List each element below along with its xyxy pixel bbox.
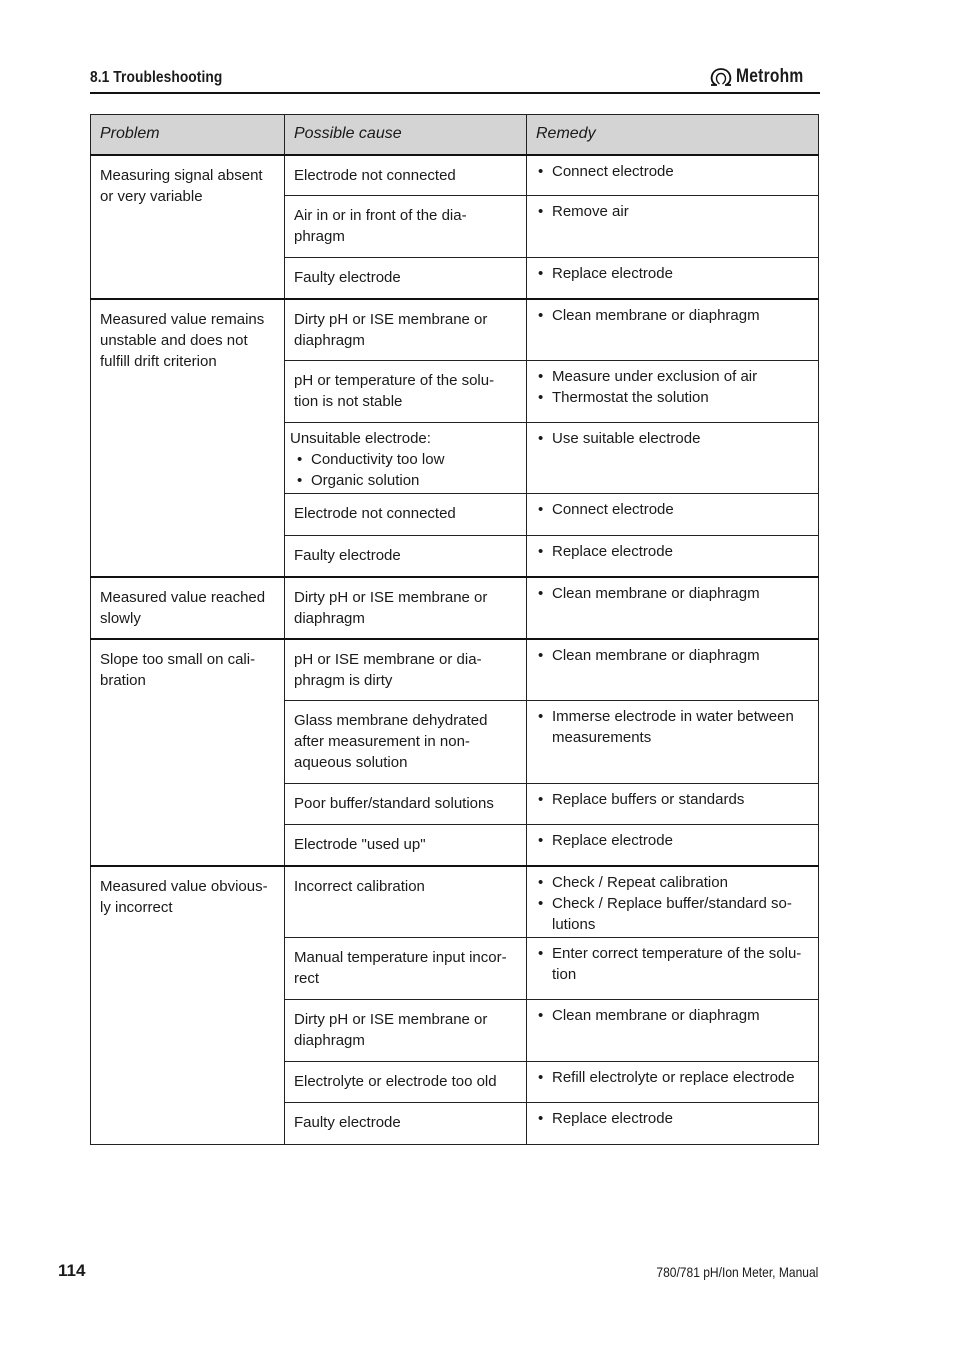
- cause-intro: Unsuitable electrode:: [290, 430, 431, 447]
- remedy-cell: [527, 258, 819, 299]
- brand: [709, 66, 818, 88]
- remedy-cell: [527, 577, 819, 639]
- document-title: 780/781 pH/Ion Meter, Manual: [656, 1264, 818, 1280]
- cause-cell: Dirty pH or ISE membrane or diaphragm: [285, 999, 527, 1061]
- remedy-item: • Enter correct temperature of the solu-tion: [537, 943, 809, 985]
- remedy-item: • Replace electrode: [537, 541, 809, 562]
- remedy-item: • Thermostat the solution: [537, 387, 809, 408]
- remedy-item: • Immerse electrode in water between measurements: [537, 706, 809, 748]
- cause-cell: Incorrect calibration: [285, 866, 527, 938]
- remedy-cell: [527, 1102, 819, 1144]
- cause-cell: Glass membrane dehydrated after measurement in non-aqueous solution: [285, 701, 527, 784]
- page-header: [90, 64, 820, 94]
- cause-cell: Electrode "used up": [285, 825, 527, 866]
- cause-cell: Electrolyte or electrode too old: [285, 1061, 527, 1102]
- remedy-cell: [527, 155, 819, 196]
- remedy-cell: [527, 866, 819, 938]
- remedy-item: • Check / Replace buffer/standard so-lutions: [537, 893, 809, 935]
- remedy-item: • Use suitable electrode: [537, 428, 809, 449]
- cause-cell: [285, 423, 527, 494]
- table-row: [91, 577, 819, 639]
- remedy-item: • Clean membrane or diaphragm: [537, 583, 809, 604]
- remedy-cell: [527, 196, 819, 258]
- cause-cell: Faulty electrode: [285, 1102, 527, 1144]
- cause-cell: Manual temperature input incor-rect: [285, 937, 527, 999]
- column-header-possible-cause: Possible cause: [285, 115, 527, 155]
- cause-cell: pH or temperature of the solu-tion is not stable: [285, 361, 527, 423]
- remedy-item: • Remove air: [537, 201, 809, 222]
- remedy-item: • Connect electrode: [537, 499, 809, 520]
- remedy-cell: [527, 701, 819, 784]
- remedy-cell: [527, 999, 819, 1061]
- troubleshooting-table: [90, 114, 819, 1145]
- page-number: 114: [58, 1261, 86, 1280]
- table-row: [91, 299, 819, 361]
- remedy-cell: [527, 825, 819, 866]
- problem-cell: Measuring signal absent or very variable: [91, 155, 285, 299]
- remedy-cell: [527, 423, 819, 494]
- cause-cell: Air in or in front of the dia-phragm: [285, 196, 527, 258]
- column-header-problem: Problem: [91, 115, 285, 155]
- remedy-cell: [527, 937, 819, 999]
- remedy-item: • Clean membrane or diaphragm: [537, 1005, 809, 1026]
- remedy-item: • Replace electrode: [537, 1108, 809, 1129]
- remedy-cell: [527, 536, 819, 577]
- remedy-cell: [527, 784, 819, 825]
- cause-cell: Dirty pH or ISE membrane or diaphragm: [285, 299, 527, 361]
- brand-name: Metrohm: [735, 66, 804, 87]
- cause-cell: Electrode not connected: [285, 155, 527, 196]
- remedy-cell: [527, 494, 819, 536]
- cause-cell: Faulty electrode: [285, 258, 527, 299]
- cause-cell: Electrode not connected: [285, 494, 527, 536]
- problem-cell: Measured value reached slowly: [91, 577, 285, 639]
- metrohm-omega-logo-icon: [709, 67, 733, 87]
- section-title: 8.1 Troubleshooting: [90, 69, 223, 86]
- remedy-item: • Clean membrane or diaphragm: [537, 305, 809, 326]
- remedy-cell: [527, 361, 819, 423]
- cause-cell: Faulty electrode: [285, 536, 527, 577]
- column-header-remedy: Remedy: [527, 115, 819, 155]
- table-header-row: [91, 115, 819, 155]
- remedy-item: • Clean membrane or diaphragm: [537, 645, 809, 666]
- table-row: [91, 639, 819, 701]
- remedy-cell: [527, 639, 819, 701]
- problem-cell: Measured value obvious-ly incorrect: [91, 866, 285, 1145]
- table-row: [91, 866, 819, 938]
- cause-cell: Dirty pH or ISE membrane or diaphragm: [285, 577, 527, 639]
- problem-cell: Measured value remains unstable and does not fulfill drift criterion: [91, 299, 285, 577]
- remedy-cell: [527, 1061, 819, 1102]
- remedy-item: • Check / Repeat calibration: [537, 872, 809, 893]
- cause-item: • Organic solution: [296, 470, 517, 491]
- remedy-cell: [527, 299, 819, 361]
- remedy-item: • Replace buffers or standards: [537, 789, 809, 810]
- problem-cell: Slope too small on cali-bration: [91, 639, 285, 866]
- remedy-item: • Measure under exclusion of air: [537, 366, 809, 387]
- remedy-item: • Refill electrolyte or replace electrode: [537, 1067, 809, 1088]
- table-row: [91, 155, 819, 196]
- cause-cell: Poor buffer/standard solutions: [285, 784, 527, 825]
- cause-cell: pH or ISE membrane or dia-phragm is dirty: [285, 639, 527, 701]
- cause-item: • Conductivity too low: [296, 449, 517, 470]
- remedy-item: • Replace electrode: [537, 830, 809, 851]
- remedy-item: • Connect electrode: [537, 161, 809, 182]
- remedy-item: • Replace electrode: [537, 263, 809, 284]
